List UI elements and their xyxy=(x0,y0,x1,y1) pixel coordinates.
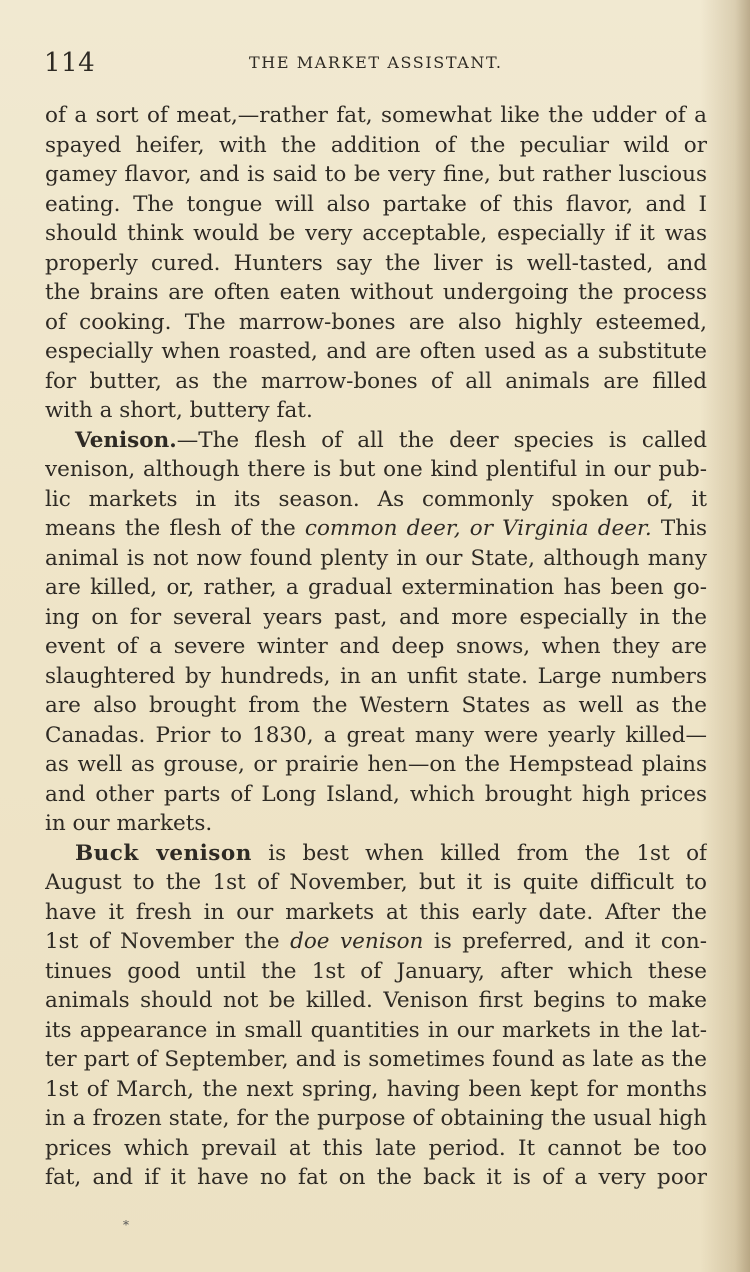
text-line: 1st of March, the next spring, having been kept for months xyxy=(45,1076,707,1102)
section-heading-venison: Venison. xyxy=(75,427,177,453)
text-line: venison, although there is but one kind plentiful in our pub- xyxy=(45,457,707,482)
text-line: for butter, as the marrow-bones of all animals are filled xyxy=(45,368,707,394)
running-head xyxy=(44,44,704,78)
italic-term: common deer, or Virginia deer. xyxy=(304,516,652,541)
text-line xyxy=(45,514,707,544)
text-line: properly cured. Hunters say the liver is well-tasted, and xyxy=(45,250,707,276)
text-line: in our markets. xyxy=(45,811,213,836)
text-run: 1st of November the xyxy=(45,929,291,954)
text-run: means the flesh of the xyxy=(45,516,305,541)
text-line xyxy=(45,426,707,456)
text-line: ing on for several years past, and more especially in the xyxy=(45,604,707,630)
text-line: event of a severe winter and deep snows, when they are xyxy=(45,634,707,659)
text-line: prices which prevail at this late period. It cannot be too xyxy=(45,1135,707,1161)
text-line: tinues good until the 1st of January, after which these xyxy=(45,958,707,984)
text-line: spayed heifer, with the addition of the peculiar wild or xyxy=(45,132,707,158)
text-run: This xyxy=(651,516,707,541)
text-line: should think would be very acceptable, especially if it was xyxy=(45,221,707,246)
text-run: is preferred, and it con- xyxy=(423,929,707,954)
running-title: THE MARKET ASSISTANT. xyxy=(249,53,503,72)
text-line: fat, and if it have no fat on the back it is of a very poor xyxy=(45,1165,707,1190)
text-line xyxy=(45,927,707,957)
text-line: in a frozen state, for the purpose of obtaining the usual high xyxy=(45,1106,707,1131)
text-line: animal is not now found plenty in our State, although many xyxy=(45,545,707,571)
text-line: slaughtered by hundreds, in an unfit state. Large numbers xyxy=(45,663,707,689)
text-line: gamey flavor, and is said to be very fine, but rather luscious xyxy=(45,162,707,187)
text-run: —The flesh of all the deer species is called xyxy=(176,427,707,453)
text-line: are also brought from the Western States as well as the xyxy=(45,693,707,718)
text-line: of a sort of meat,—rather fat, somewhat like the udder of a xyxy=(45,103,707,128)
page-number: 114 xyxy=(44,48,96,78)
text-line: eating. The tongue will also partake of this flavor, and I xyxy=(45,191,707,217)
text-line: of cooking. The marrow-bones are also highly esteemed, xyxy=(45,309,707,335)
text-line: especially when roasted, and are often used as a substitute xyxy=(45,339,707,364)
text-run: is best when killed from the 1st of xyxy=(251,840,707,866)
italic-term: doe venison xyxy=(290,929,424,954)
section-heading-buck-venison: Buck venison xyxy=(75,840,252,866)
body-text xyxy=(45,101,707,1193)
text-line: ter part of September, and is sometimes found as late as the xyxy=(45,1047,707,1072)
text-line: August to the 1st of November, but it is quite difficult to xyxy=(45,870,707,895)
text-line: with a short, buttery fat. xyxy=(45,398,313,423)
text-line xyxy=(45,839,707,869)
text-line: lic markets in its season. As commonly spoken of, it xyxy=(45,486,707,512)
text-line: Canadas. Prior to 1830, a great many were yearly killed— xyxy=(45,722,707,748)
text-line: as well as grouse, or prairie hen—on the Hempstead plains xyxy=(45,752,707,777)
text-line: the brains are often eaten without undergoing the process xyxy=(45,280,707,305)
text-line: animals should not be killed. Venison first begins to make xyxy=(45,988,707,1013)
text-line: are killed, or, rather, a gradual extermination has been go- xyxy=(45,575,707,600)
text-line: its appearance in small quantities in our markets in the lat- xyxy=(45,1017,707,1043)
text-line: and other parts of Long Island, which brought high prices xyxy=(45,781,707,807)
text-line: have it fresh in our markets at this early date. After the xyxy=(45,899,707,925)
footer-mark: * xyxy=(123,1218,129,1232)
